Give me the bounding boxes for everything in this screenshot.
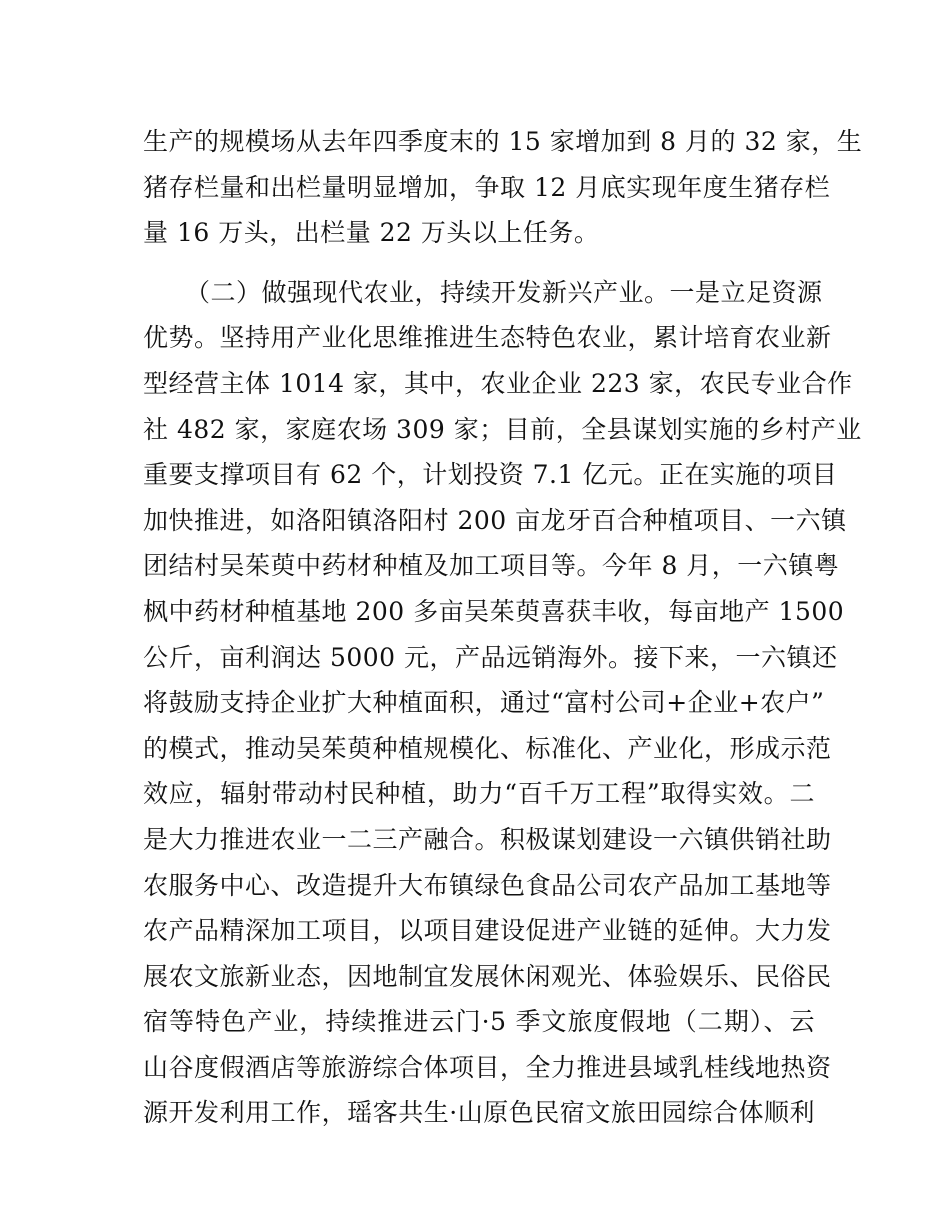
paragraph-spacer bbox=[143, 256, 815, 270]
text-line bbox=[143, 1136, 815, 1182]
text-line: 农服务中心、改造提升大布镇绿色食品公司农产品加工基地等 bbox=[143, 870, 832, 900]
text-line: 型经营主体 1014 家，其中，农业企业 223 家，农民专业合作 bbox=[143, 368, 853, 398]
text-line: 团结村吴茱萸中药材种植及加工项目等。今年 8 月，一六镇粤 bbox=[143, 551, 840, 581]
text-line: 效应，辐射带动村民种植，助力“百千万工程”取得实效。二 bbox=[143, 779, 815, 809]
text-line: 源开发利用工作，瑶客共生·山原色民宿文旅田园综合体顺利 bbox=[143, 1098, 815, 1128]
text-line: 展农文旅新业态，因地制宜发展休闲观光、体验娱乐、民俗民 bbox=[143, 961, 832, 991]
text-line: 量 16 万头，出栏量 22 万头以上任务。 bbox=[143, 218, 600, 248]
section-heading-line: （二）做强现代农业，持续开发新兴产业。一是立足资源 bbox=[185, 277, 823, 307]
text-line: 农产品精深加工项目，以项目建设促进产业链的延伸。大力发 bbox=[143, 916, 832, 946]
text-line: 猪存栏量和出栏量明显增加，争取 12 月底实现年度生猪存栏 bbox=[143, 172, 831, 202]
text-line: 山谷度假酒店等旅游综合体项目，全力推进县域乳桂线地热资 bbox=[143, 1052, 832, 1082]
text-line: 枫中药材种植基地 200 多亩吴茱萸喜获丰收，每亩地产 1500 bbox=[143, 596, 845, 626]
text-line: 社 482 家，家庭农场 309 家；目前，全县谋划实施的乡村产业 bbox=[143, 414, 862, 444]
text-line: 加快推进，如洛阳镇洛阳村 200 亩龙牙百合种植项目、一六镇 bbox=[143, 505, 847, 535]
text-line: 优势。坚持用产业化思维推进生态特色农业，累计培育农业新 bbox=[143, 323, 832, 353]
text-line: 宿等特色产业，持续推进云门·5 季文旅度假地（二期）、云 bbox=[143, 1007, 815, 1037]
text-line: 的模式，推动吴茱萸种植规模化、标准化、产业化，形成示范 bbox=[143, 733, 832, 763]
text-line: 生产的规模场从去年四季度末的 15 家增加到 8 月的 32 家，生 bbox=[143, 127, 863, 156]
text-line: 是大力推进农业一二三产融合。积极谋划建设一六镇供销社助 bbox=[143, 824, 832, 854]
document-body bbox=[143, 119, 863, 1182]
text-line: 公斤，亩利润达 5000 元，产品远销海外。接下来，一六镇还 bbox=[143, 642, 838, 672]
text-line: 将鼓励支持企业扩大种植面积，通过“富村公司+企业+农户” bbox=[143, 688, 825, 718]
text-line: 重要支撑项目有 62 个，计划投资 7.1 亿元。正在实施的项目 bbox=[143, 460, 838, 490]
